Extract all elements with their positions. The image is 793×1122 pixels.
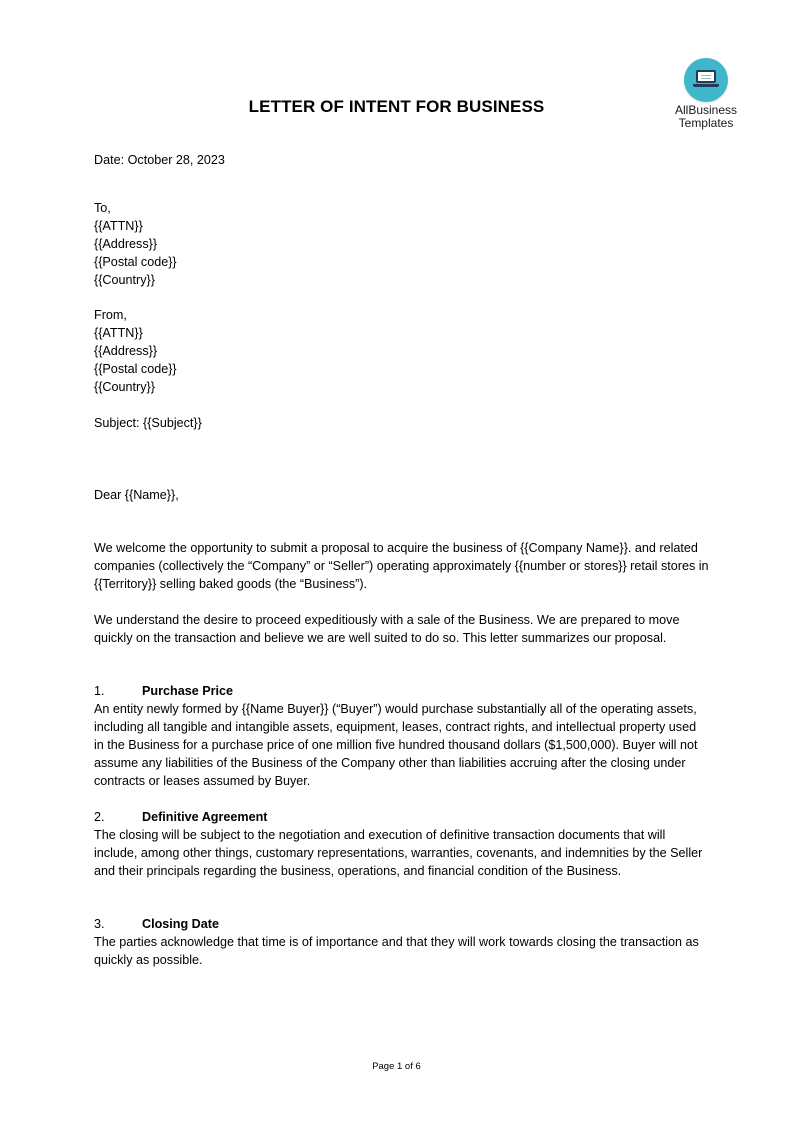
intro-paragraph: We welcome the opportunity to submit a proposal to acquire the business of {{Company Name}}. and related companies (collectively the “Company” or “Seller”) operating approximately {{number or stores}} retail stores in {{Territory}} selling baked goods (the “Business”). <box>94 541 709 591</box>
from-attn: {{ATTN}} <box>94 326 143 340</box>
section-heading-closing-date <box>94 915 219 933</box>
section-title: Definitive Agreement <box>142 810 268 824</box>
second-paragraph: We understand the desire to proceed expeditiously with a sale of the Business. We are prepared to move quickly on the transaction and believe we are well suited to do so. This letter summarizes our proposal. <box>94 613 680 645</box>
section-number: 3. <box>94 917 105 931</box>
date-line: Date: October 28, 2023 <box>94 153 225 167</box>
to-country: {{Country}} <box>94 273 155 287</box>
document-title: LETTER OF INTENT FOR BUSINESS <box>248 97 545 116</box>
from-postal-code: {{Postal code}} <box>94 362 177 376</box>
section-text-definitive-agreement: The closing will be subject to the negotiation and execution of definitive transaction documents that will include, among other things, customary representations, warranties, covenants, and indemnities by the Seller and their principals regarding the business, operations, and financial condition of the Business. <box>94 828 703 878</box>
from-address-block <box>94 306 709 396</box>
laptop-icon <box>684 58 728 102</box>
section-text-purchase-price: An entity newly formed by {{Name Buyer}} (“Buyer”) would purchase substantially all of the operating assets, including all tangible and intangible assets, equipment, leases, contract rights, and intellectual property used in the Business for a purchase price of one million five hundred thousand dollars ($1,500,000). Buyer will not assume any liabilities of the Business of the Company other than liabilities accruing after the closing under contracts or leases assumed by Buyer. <box>94 702 698 788</box>
salutation: Dear {{Name}}, <box>94 488 179 502</box>
section-number: 2. <box>94 810 105 824</box>
to-label: To, <box>94 201 111 215</box>
section-heading-purchase-price <box>94 682 233 700</box>
subject-line: Subject: {{Subject}} <box>94 416 202 430</box>
to-address: {{Address}} <box>94 237 158 251</box>
from-label: From, <box>94 308 127 322</box>
to-attn: {{ATTN}} <box>94 219 143 233</box>
section-heading-definitive-agreement <box>94 808 268 826</box>
page-number-footer: Page 1 of 6 <box>372 1061 421 1072</box>
to-address-block <box>94 199 709 289</box>
logo-text-line2: Templates <box>678 116 734 130</box>
section-number: 1. <box>94 684 105 698</box>
from-address: {{Address}} <box>94 344 158 358</box>
logo-text-line1: AllBusiness <box>674 103 738 117</box>
from-country: {{Country}} <box>94 380 155 394</box>
allbusiness-templates-logo <box>666 58 746 130</box>
section-text-closing-date: The parties acknowledge that time is of importance and that they will work towards closing the transaction as quickly as possible. <box>94 935 699 967</box>
section-title: Purchase Price <box>142 684 234 698</box>
section-title: Closing Date <box>142 917 219 931</box>
to-postal-code: {{Postal code}} <box>94 255 177 269</box>
